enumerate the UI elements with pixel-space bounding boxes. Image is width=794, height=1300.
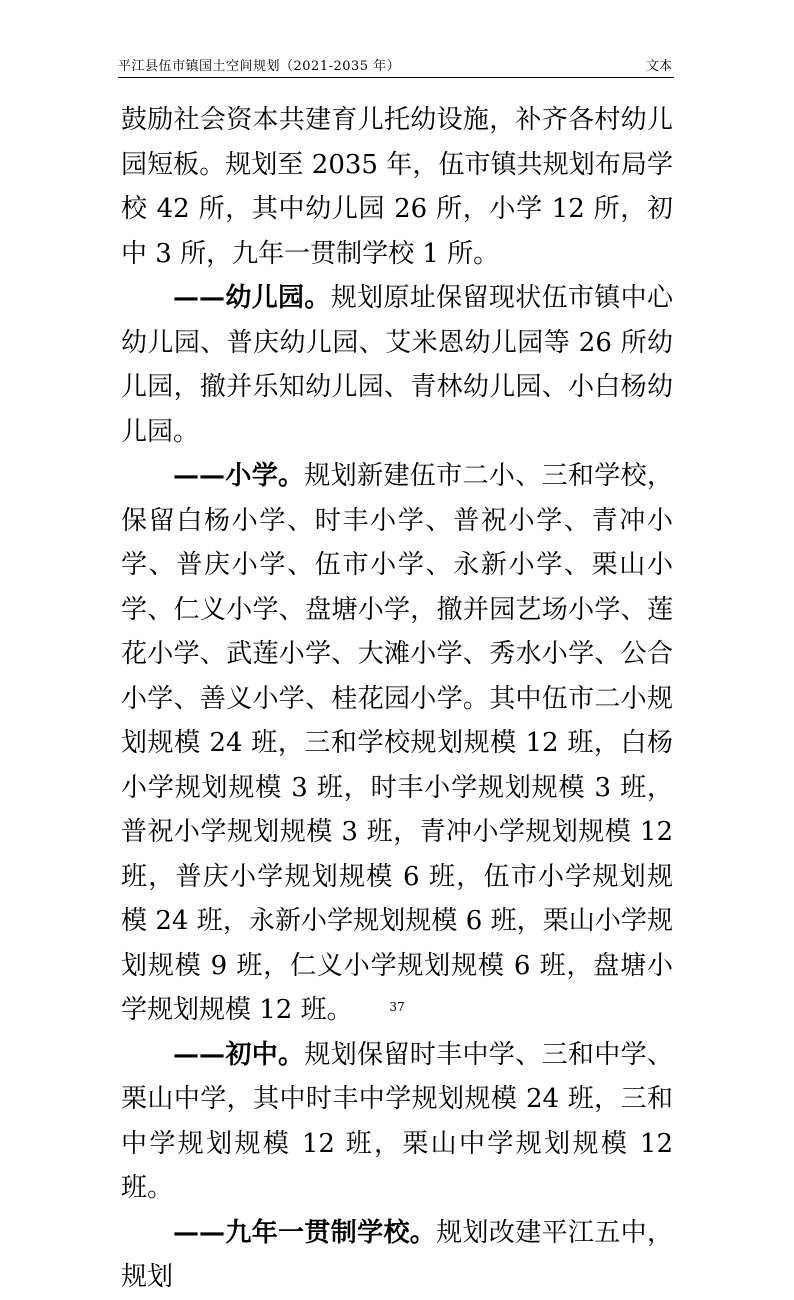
- header-document-title: 平江县伍市镇国土空间规划（2021-2035 年）: [118, 59, 401, 74]
- body-text: [121, 98, 673, 1300]
- paragraph-nine-year-school: [121, 1211, 673, 1300]
- paragraph-kindergarten: [121, 276, 673, 454]
- paragraph-kindergarten-lead: ——幼儿园。: [173, 283, 331, 313]
- page-number: 37: [389, 1000, 405, 1014]
- paragraph-primary-school-lead: ——小学。: [173, 461, 305, 491]
- paragraph-nine-year-school-text: 规划改建平江五中，规划: [121, 1217, 673, 1292]
- paragraph-nine-year-school-lead: ——九年一贯制学校。: [173, 1217, 437, 1248]
- paragraph-junior-high-lead: ——初中。: [173, 1039, 305, 1070]
- paragraph-primary-school: [121, 454, 673, 1033]
- paragraph-primary-school-text: 规划新建伍市二小、三和学校，保留白杨小学、时丰小学、普祝小学、青冲小学、普庆小学、伍市小学、永新小学、栗山小学、仁义小学、盘塘小学，撤并园艺场小学、莲花小学、武莲小学、大滩小学、秀水小学、公合小学、善义小学、桂花园小学。其中伍市二小规划规模 24 班，三和学校规划规模 12 班，白杨小学规划规模 3 班，时丰小学规划规模 3 班，普祝小学规划规模 3 班，青冲小学规划规模 12 班，普庆小学规划规模 6 班，伍市小学规划规模 24 班，永新小学规划规模 6 班，栗山小学规划规模 9 班，仁义小学规划规模 6 班，盘塘小学规划规模 12 班。: [121, 461, 673, 1025]
- paragraph-intro: [121, 98, 673, 276]
- paragraph-junior-high-text: 规划保留时丰中学、三和中学、栗山中学，其中时丰中学规划规模 24 班，三和中学规划规模 12 班，栗山中学规划规模 12 班。: [121, 1039, 673, 1203]
- paragraph-kindergarten-text: 规划原址保留现状伍市镇中心幼儿园、普庆幼儿园、艾米恩幼儿园等 26 所幼儿园，撤并乐知幼儿园、青林幼儿园、小白杨幼儿园。: [121, 283, 673, 447]
- paragraph-intro-text: 鼓励社会资本共建育儿托幼设施，补齐各村幼儿园短板。规划至 2035 年，伍市镇共规划布局学校 42 所，其中幼儿园 26 所，小学 12 所，初中 3 所，九年一贯制学校 1 所。: [121, 105, 673, 269]
- page-header: [118, 52, 674, 78]
- header-section-label: 文本: [645, 59, 672, 74]
